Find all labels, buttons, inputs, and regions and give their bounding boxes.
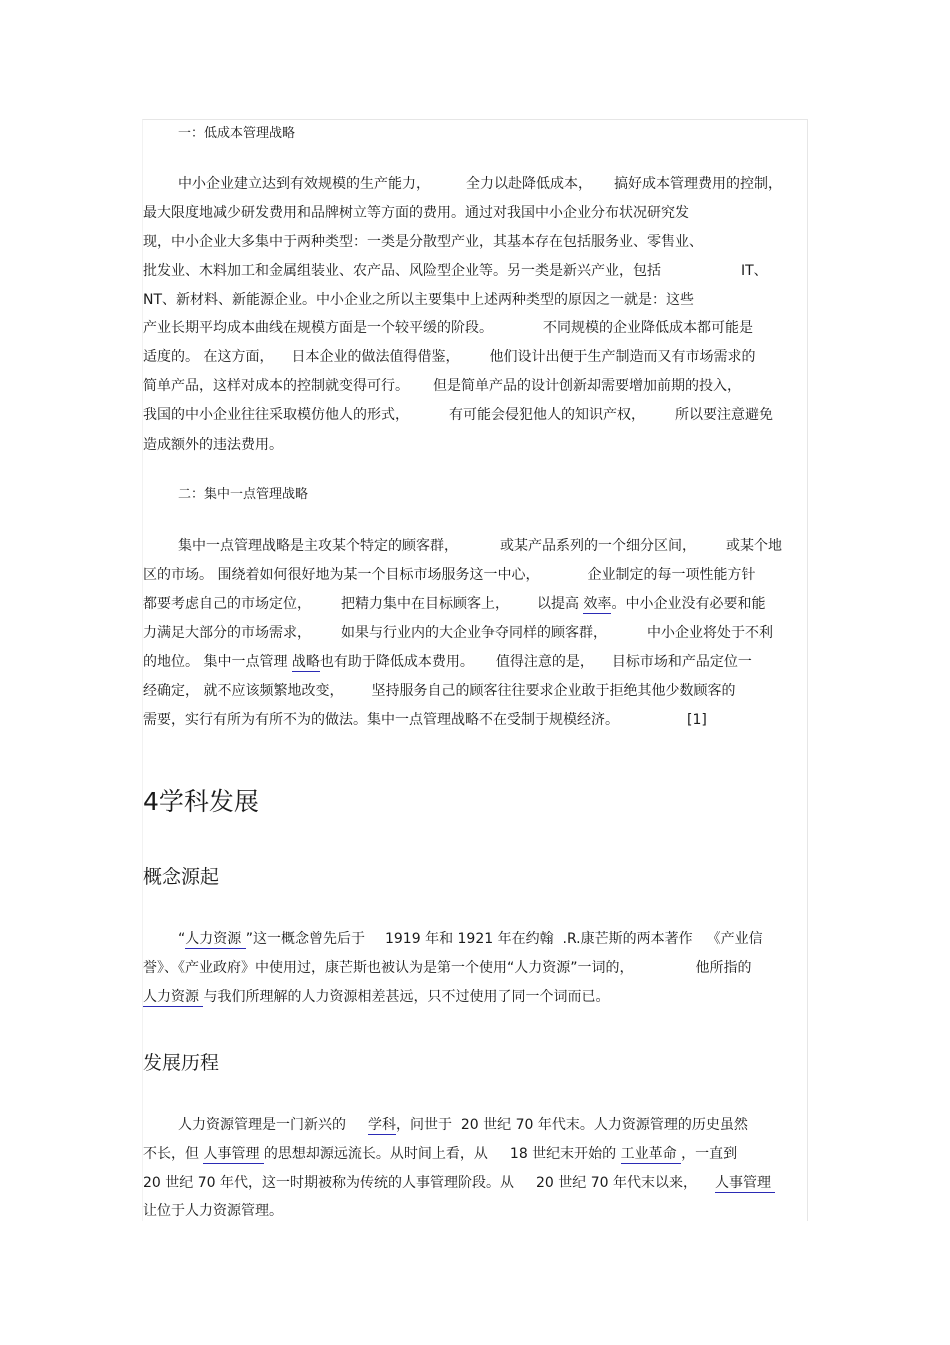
link-strategy[interactable]: 战略 [291, 654, 320, 670]
paragraph-line: 简单产品，这样对成本的控制就变得可行。 但是简单产品的设计创新却需要增加前期的投入， [143, 378, 741, 394]
link-human-resources-2[interactable]: 人力资源 [143, 989, 204, 1005]
paragraph-line: 不长，但 人事管理 的思想却源远流长。从时间上看，从 18 世纪末开始的 工业革命 ，一直到 [143, 1146, 738, 1162]
section-heading-low-cost: 一：低成本管理战略 [178, 126, 296, 141]
paragraph-line: 誉》、《产业政府》中使用过，康芒斯也被认为是第一个使用“人力资源”一词的， 他所指的 [143, 960, 752, 976]
link-industrial-revolution[interactable]: 工业革命 [620, 1146, 682, 1162]
paragraph-line: 批发业、木料加工和金属组装业、农产品、风险型企业等。另一类是新兴产业，包括 IT、 [143, 263, 768, 279]
paragraph-line: 中小企业建立达到有效规模的生产能力， 全力以赴降低成本， 搞好成本管理费用的控制， [178, 176, 782, 192]
link-personnel-management[interactable]: 人事管理 [203, 1146, 264, 1162]
paragraph-line: NT、新材料、新能源企业。中小企业之所以主要集中上述两种类型的原因之一就是：这些 [143, 292, 695, 308]
paragraph-line: “人力资源 ”这一概念曾先后于 1919 年和 1921 年在约翰 .R.康芒斯的两本著作 《产业信 [178, 931, 763, 947]
paragraph-line: 区的市场。 围绕着如何很好地为某一个目标市场服务这一中心， 企业制定的每一项性能方针 [143, 567, 756, 583]
link-human-resources[interactable]: 人力资源 [185, 931, 246, 947]
paragraph-line: 人力资源 与我们所理解的人力资源相差甚远，只不过使用了同一个词而已。 [143, 989, 610, 1005]
heading-concept-origin: 概念源起 [143, 866, 220, 888]
link-personnel-management-2[interactable]: 人事管理 [714, 1175, 776, 1191]
heading-discipline-development: 4学科发展 [143, 787, 259, 816]
paragraph-line: 现，中小企业大多集中于两种类型：一类是分散型产业，其基本存在包括服务业、零售业、 [143, 234, 703, 250]
link-efficiency[interactable]: 效率 [583, 596, 612, 612]
paragraph-line: 我国的中小企业往往采取模仿他人的形式， 有可能会侵犯他人的知识产权， 所以要注意避免 [143, 407, 773, 423]
paragraph-line: 人力资源管理是一门新兴的 学科，问世于 20 世纪 70 年代末。人力资源管理的历史虽然 [178, 1117, 748, 1133]
paragraph-line: 造成额外的违法费用。 [143, 437, 283, 453]
paragraph-line: 20 世纪 70 年代，这一时期被称为传统的人事管理阶段。从 20 世纪 70 年代末以来， 人事管理 [143, 1175, 776, 1191]
paragraph-line: 适度的。 在这方面， 日本企业的做法值得借鉴， 他们设计出便于生产制造而又有市场需求的 [143, 349, 756, 365]
heading-development-history: 发展历程 [143, 1052, 220, 1074]
paragraph-line: 力满足大部分的市场需求， 如果与行业内的大企业争夺同样的顾客群， 中小企业将处于不利 [143, 625, 773, 641]
section-heading-focus: 二：集中一点管理战略 [178, 487, 309, 502]
paragraph-line: 需要，实行有所为有所不为的做法。集中一点管理战略不在受制于规模经济。 [1] [143, 712, 707, 728]
paragraph-line: 集中一点管理战略是主攻某个特定的顾客群， 或某产品系列的一个细分区间， 或某个地 [178, 538, 782, 554]
paragraph-line: 让位于人力资源管理。 [143, 1203, 283, 1219]
paragraph-line: 都要考虑自己的市场定位， 把精力集中在目标顾客上， 以提高 效率。中小企业没有必要和能 [143, 596, 766, 612]
paragraph-line: 的地位。 集中一点管理 战略也有助于降低成本费用。 值得注意的是， 目标市场和产品定位一 [143, 654, 752, 670]
paragraph-line: 最大限度地减少研发费用和品牌树立等方面的费用。通过对我国中小企业分布状况研究发 [143, 205, 689, 221]
paragraph-line: 产业长期平均成本曲线在规模方面是一个较平缓的阶段。 不同规模的企业降低成本都可能是 [143, 320, 753, 336]
link-discipline[interactable]: 学科 [368, 1117, 396, 1133]
paragraph-line: 经确定， 就不应该频繁地改变， 坚持服务自己的顾客往往要求企业敢于拒绝其他少数顾客的 [143, 683, 736, 699]
